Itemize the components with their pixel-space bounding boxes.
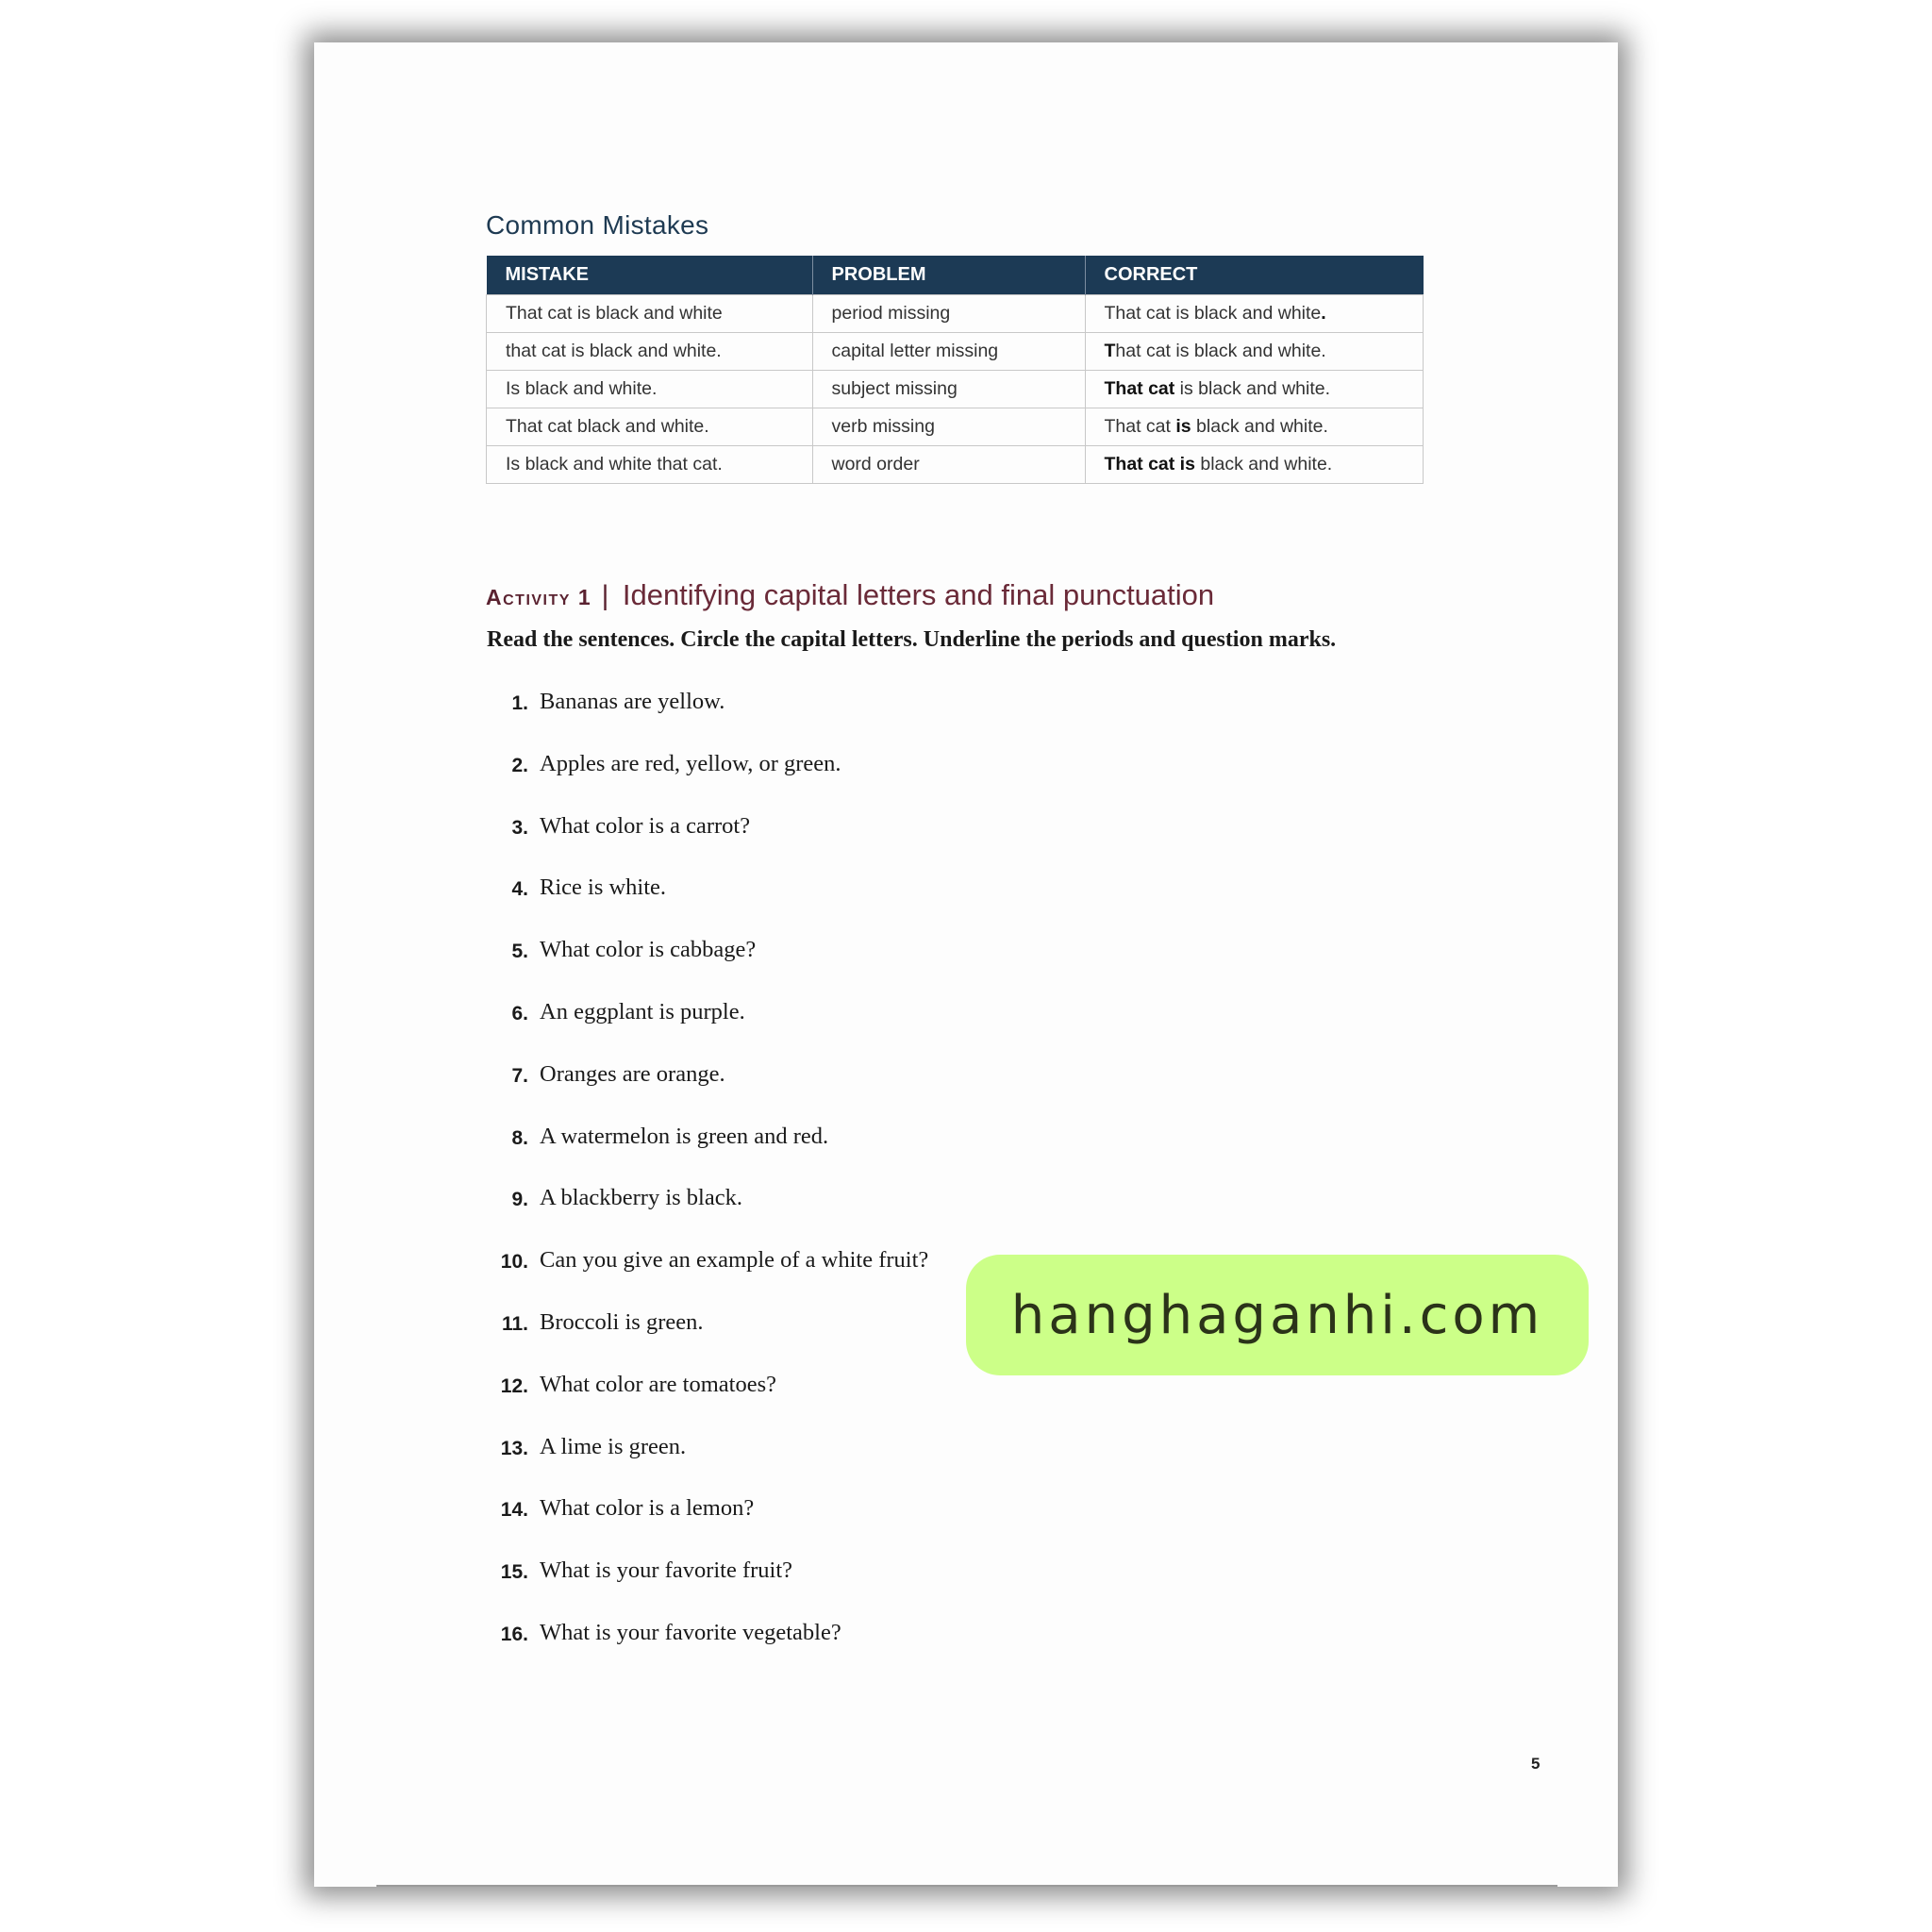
sentence-text: A blackberry is black. [540, 1185, 742, 1211]
correct-text: black and white. [1191, 416, 1328, 437]
sentence-text: Broccoli is green. [540, 1308, 704, 1335]
section-title: Common Mistakes [486, 210, 709, 240]
sentence-text: Rice is white. [540, 874, 667, 901]
sentence-item [487, 689, 928, 751]
correct-text: That cat [1104, 416, 1176, 437]
sentence-text: What color is cabbage? [540, 937, 757, 963]
correct-emphasis: That cat [1104, 378, 1175, 399]
sentence-item [487, 1124, 928, 1186]
cell-problem: subject missing [812, 371, 1085, 408]
sentence-item [487, 1620, 928, 1682]
watermark-badge: hanghaganhi.com [966, 1255, 1589, 1375]
activity-separator: | [601, 580, 609, 611]
sentence-number: 9. [511, 1189, 528, 1211]
sentence-text: What color is a lemon? [540, 1495, 755, 1522]
correct-text: black and white. [1194, 454, 1333, 475]
cell-correct [1085, 408, 1424, 446]
workbook-page [314, 42, 1618, 1887]
sentence-text: What color are tomatoes? [540, 1371, 777, 1397]
cell-problem: word order [812, 446, 1085, 484]
sentence-item [487, 1247, 928, 1309]
cell-mistake: that cat is black and white. [487, 333, 813, 371]
activity-heading [486, 578, 1214, 612]
sentence-number: 10. [500, 1251, 528, 1274]
sentence-text: A lime is green. [540, 1433, 687, 1459]
correct-text: is black and white. [1174, 378, 1331, 399]
sentence-number: 4. [511, 878, 528, 901]
cell-problem: capital letter missing [812, 333, 1085, 371]
cell-correct [1085, 295, 1424, 333]
cell-mistake: Is black and white that cat. [487, 446, 813, 484]
sentence-text: What is your favorite vegetable? [540, 1619, 841, 1645]
sentence-text: Can you give an example of a white fruit? [540, 1247, 929, 1274]
activity-label: Activity 1 [486, 585, 592, 609]
sentence-item [487, 1557, 928, 1620]
table-row [487, 333, 1424, 371]
sentence-text: Oranges are orange. [540, 1060, 725, 1087]
sentence-number: 1. [511, 692, 528, 714]
sentence-item [487, 1434, 928, 1496]
header-mistake: MISTAKE [487, 256, 813, 295]
sentence-item [487, 813, 928, 875]
page-number: 5 [1531, 1755, 1541, 1773]
sentence-text: What is your favorite fruit? [540, 1557, 793, 1584]
activity-title: Identifying capital letters and final punctuation [622, 578, 1215, 611]
sentence-number: 15. [500, 1561, 528, 1584]
sentence-item [487, 1185, 928, 1247]
table-row [487, 408, 1424, 446]
correct-text: That cat is black and white [1104, 303, 1322, 324]
sentence-number: 11. [501, 1312, 528, 1335]
correct-emphasis: . [1321, 303, 1326, 324]
sentence-number: 12. [500, 1374, 528, 1397]
sentence-number: 6. [511, 1002, 528, 1024]
sentence-number: 5. [511, 941, 528, 963]
sentence-number: 7. [511, 1064, 528, 1087]
sentence-number: 13. [500, 1437, 528, 1459]
sentence-item [487, 1061, 928, 1124]
cell-mistake: Is black and white. [487, 371, 813, 408]
table-row [487, 295, 1424, 333]
page-bottom-rule [376, 1885, 1557, 1887]
sentence-number: 16. [500, 1623, 528, 1645]
table-body [487, 295, 1424, 484]
common-mistakes-table [486, 256, 1424, 484]
sentence-number: 8. [511, 1126, 528, 1149]
cell-mistake: That cat black and white. [487, 408, 813, 446]
sentence-item [487, 1372, 928, 1434]
sentence-item [487, 1309, 928, 1372]
correct-emphasis: is [1175, 416, 1191, 437]
correct-emphasis: That cat is [1104, 454, 1195, 475]
sentence-text: What color is a carrot? [540, 812, 751, 839]
sentence-item [487, 1495, 928, 1557]
sentence-text: An eggplant is purple. [540, 998, 745, 1024]
cell-problem: verb missing [812, 408, 1085, 446]
header-correct: CORRECT [1085, 256, 1424, 295]
sentence-text: Apples are red, yellow, or green. [540, 750, 841, 776]
table-row [487, 371, 1424, 408]
activity-instructions: Read the sentences. Circle the capital letters. Underline the periods and question marks. [487, 627, 1337, 652]
correct-emphasis: T [1104, 341, 1116, 361]
sentence-number: 3. [511, 816, 528, 839]
cell-correct [1085, 446, 1424, 484]
correct-text: hat cat is black and white. [1115, 341, 1326, 361]
sentence-number: 14. [500, 1499, 528, 1522]
cell-mistake: That cat is black and white [487, 295, 813, 333]
sentence-item [487, 751, 928, 813]
cell-correct [1085, 371, 1424, 408]
sentence-text: Bananas are yellow. [540, 689, 725, 714]
sentence-list [487, 689, 928, 1682]
table-header-row [487, 256, 1424, 295]
table-row [487, 446, 1424, 484]
sentence-item [487, 937, 928, 999]
sentence-item [487, 999, 928, 1061]
cell-correct [1085, 333, 1424, 371]
sentence-number: 2. [511, 754, 528, 776]
sentence-item [487, 874, 928, 937]
header-problem: PROBLEM [812, 256, 1085, 295]
sentence-text: A watermelon is green and red. [540, 1123, 829, 1149]
cell-problem: period missing [812, 295, 1085, 333]
